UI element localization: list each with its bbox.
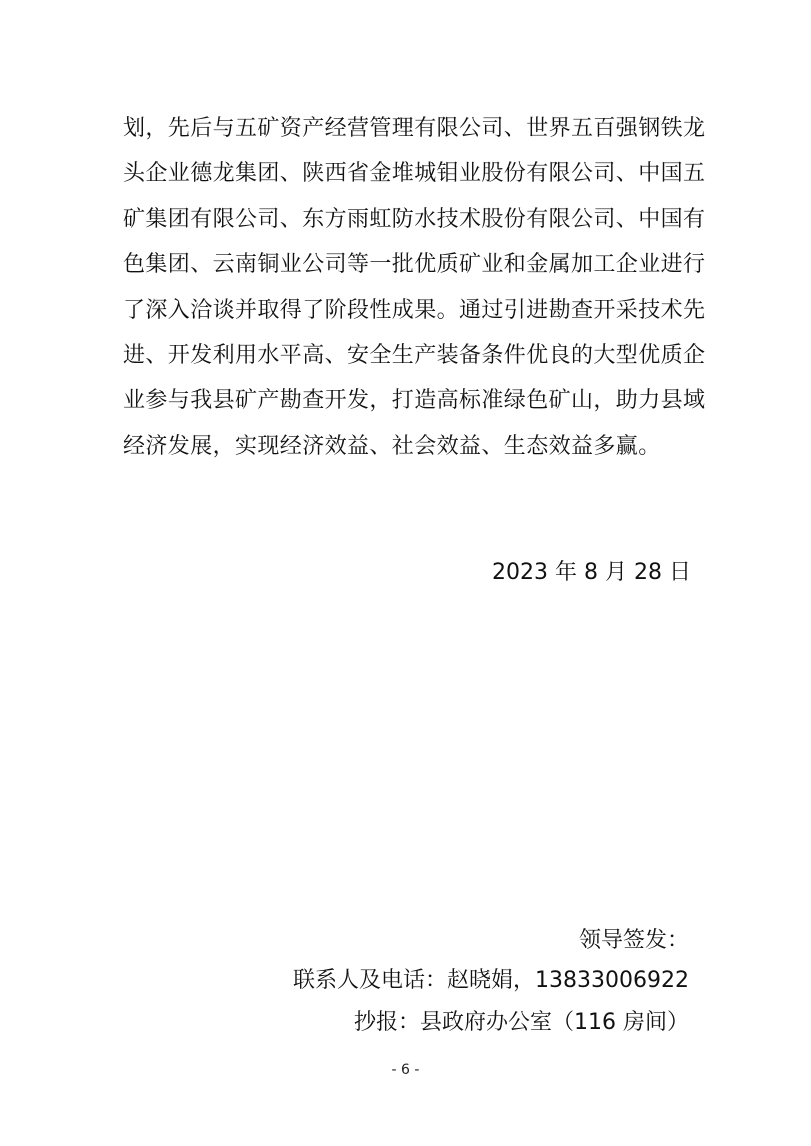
- body-line: 头企业德龙集团、陕西省金堆城钼业股份有限公司、中国五: [123, 161, 706, 187]
- body-line: 业参与我县矿产勘查开发，打造高标准绿色矿山，助力县域: [123, 388, 706, 414]
- body-line: 划，先后与五矿资产经营管理有限公司、世界五百强钢铁龙: [123, 116, 706, 141]
- body-line: 了深入洽谈并取得了阶段性成果。通过引进勘查开采技术先: [123, 297, 706, 323]
- body-line: 经济发展，实现经济效益、社会效益、生态效益多赢。: [123, 433, 661, 459]
- page-number: - 6 -: [391, 1062, 420, 1078]
- body-paragraph: [123, 106, 706, 469]
- contact-line: 联系人及电话：赵晓娟，13833006922: [293, 968, 689, 993]
- body-line: 矿集团有限公司、东方雨虹防水技术股份有限公司、中国有: [123, 206, 706, 232]
- body-line: 进、开发利用水平高、安全生产装备条件优良的大型优质企: [123, 342, 706, 368]
- document-date: 2023 年 8 月 28 日: [492, 560, 691, 585]
- body-line: 色集团、云南铜业公司等一批优质矿业和金属加工企业进行: [123, 252, 706, 278]
- cc-line: 抄报：县政府办公室（116 房间）: [354, 1010, 689, 1035]
- leader-signature-label: 领导签发：: [578, 928, 689, 953]
